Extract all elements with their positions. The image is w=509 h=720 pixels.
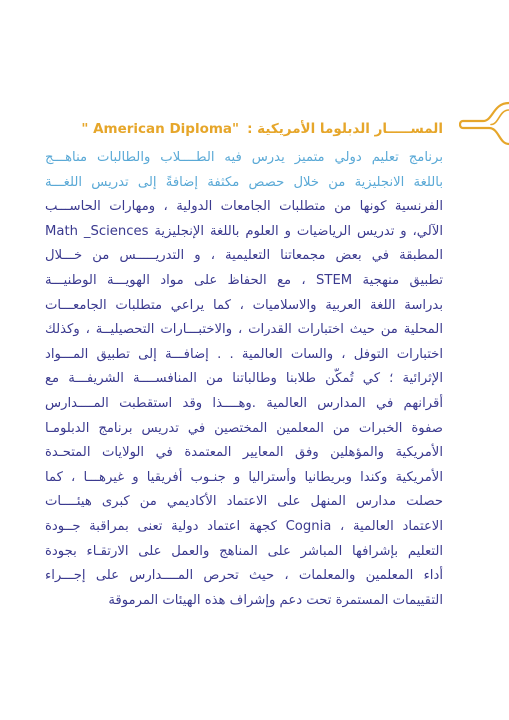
paragraph-line: الآلي، و تدريس الرياضيات و العلوم باللغة الإنجليزية Math _Sciences [45, 223, 443, 239]
intro-line: باللغة الانجليزية من خلال حصص مكثفة إضافةً إلى تدريس اللغـــة [45, 174, 443, 190]
paragraph-line: الأمريكية وكندا وبريطانيا وأستراليا و جنـوب أفريقيا و غيرهـــا ، كما [45, 469, 443, 485]
paragraph-line: الاعتماد العالمية ، Cognia كجهة اعتماد دولية تعنى بمراقبة جــودة [45, 518, 443, 534]
curl-ornament-icon [459, 101, 509, 147]
paragraph-line: المحلية من حيث اختبارات القدرات ، والاختبـــارات التحصيليــة ، وكذلك [45, 322, 443, 338]
paragraph-line: الإثرائية ؛ كي تُمكّن طلابنا وطالباتنا من المنافســــة الشريفـــة مع [45, 371, 443, 387]
paragraph-line: أقرانهم في المدارس العالمية .وهــــذا وقد استقطبت المــــدارس [45, 395, 443, 411]
paragraph-line: صفوة الخبرات من المعلمين المختصين في تدريس برنامج الدبلومـا [45, 420, 443, 436]
section-heading [43, 121, 443, 141]
paragraph-line: تطبيق منهجية STEM ، مع الحفاظ على مواد الهويـــة الوطنيـــة [45, 272, 443, 288]
heading-arabic: المســـــار الدبلوما الأمريكية : [247, 121, 443, 137]
paragraph-line: التعليم بإشرافها المباشر على المناهج والعمل على الارتقـاء بجودة [45, 543, 443, 559]
paragraph-line: الفرنسية كونها من متطلبات الجامعات الدولية ، ومهارات الحاســـب [45, 199, 443, 215]
paragraph-line: المطبقة في بعض مجمعاتنا التعليمية ، و التدريـــــس من خـــلال [45, 248, 443, 264]
paragraph-line: اختبارات التوفل ، والسات العالمية . . إضافـــة إلى تطبيق المـــواد [45, 346, 443, 362]
heading-english: " American Diploma" [81, 121, 240, 137]
paragraph-line: حصلت مدارس المنهل على الاعتماد الأكاديمي من كبرى هيئــــات [45, 494, 443, 510]
paragraph-line: بدراسة اللغة العربية والاسلاميات ، كما يراعي متطلبات الجامعـــات [45, 297, 443, 313]
body-paragraph [45, 146, 443, 613]
paragraph-line: أداء المعلمين والمعلمات ، حيث تحرص المــــدارس على إجـــراء [45, 568, 443, 584]
paragraph-line: الأمريكية والمؤهلين وفق المعايير المعتمدة في الولايات المتحـدة [45, 445, 443, 461]
intro-line: برنامج تعليم دولي متميز يدرس فيه الطــــلاب والطالبات مناهـــج [45, 150, 443, 165]
paragraph-line: التقييمات المستمرة تحت دعم وإشراف هذه الهيئات المرموقة [108, 592, 443, 608]
